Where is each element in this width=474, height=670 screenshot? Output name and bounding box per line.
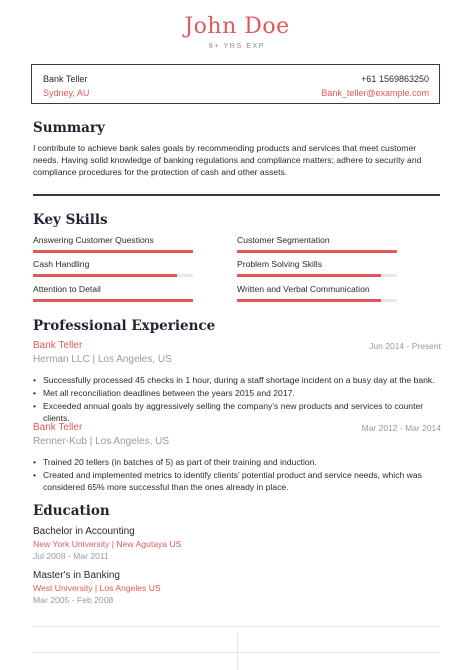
skill-bar-fill [237,299,381,302]
job-bullets [33,456,445,494]
job-dates: Jun 2014 - Present [369,341,441,351]
job-bullet: • Exceeded annual goals by aggressively selling the company’s new products and services to counter clients. [33,401,424,423]
skill-item [33,284,193,302]
skill-label: Problem Solving Skills [237,259,323,269]
skill-label: Customer Segmentation [237,235,330,245]
skill-item [33,235,193,253]
edu-degree: Master's in Banking [33,570,120,581]
skill-bar [237,299,397,302]
skill-item [237,235,397,253]
summary-divider [33,194,440,196]
contact-email[interactable]: Bank_teller@example.com [321,88,429,98]
edu-dates: Mar 2005 - Feb 2008 [33,595,114,605]
edu-degree: Bachelor in Accounting [33,526,135,537]
skill-bar [33,250,193,253]
skill-bar-fill [237,250,397,253]
contact-phone[interactable]: +61 1569863250 [361,74,429,84]
skill-bar-fill [237,274,381,277]
job-bullets [33,374,445,425]
skill-label: Cash Handling [33,259,90,269]
skill-bar [33,274,193,277]
job-title: Bank Teller [33,422,83,433]
summary-text: I contribute to achieve bank sales goals by recommending products and services that meet customer needs. Having solid knowledge of banking regulations and compliance matters; adhere to security and compliance procedures for the protection of cash and other assets. [33,143,422,177]
skill-item [237,259,397,277]
skill-item [33,259,193,277]
job-company: Herman LLC | Los Angeles, US [33,354,172,365]
page-divider [33,652,440,653]
skill-bar-fill [33,299,193,302]
edu-school: West University | Los Angeles US [33,583,161,593]
skill-label: Answering Customer Questions [33,235,154,245]
contact-job-title: Bank Teller [43,74,88,84]
education-heading: Education [33,503,110,519]
job-bullet: • Trained 20 tellers (in batches of 5) as part of their training and induction. [33,457,317,467]
skill-bar [237,274,397,277]
job-bullet: • Successfully processed 45 checks in 1 hour, during a staff shortage incident on a busy day at the bank. [33,375,435,385]
skills-heading: Key Skills [33,212,108,228]
skill-bar-fill [33,274,177,277]
job-company: Renner-Kub | Los Angeles, US [33,436,170,447]
job-bullet: • Met all reconciliation deadlines between the years 2015 and 2017. [33,388,295,398]
skill-bar-fill [33,250,193,253]
page-divider [33,626,440,627]
skill-bar [237,250,397,253]
skill-label: Written and Verbal Communication [237,284,370,294]
experience-heading: Professional Experience [33,318,216,334]
candidate-name: John Doe [184,14,290,39]
skill-label: Attention to Detail [33,284,101,294]
job-title: Bank Teller [33,340,83,351]
edu-dates: Jul 2008 - Mar 2011 [33,551,109,561]
skill-bar [33,299,193,302]
contact-location: Sydney, AU [43,88,90,98]
skill-item [237,284,397,302]
job-dates: Mar 2012 - Mar 2014 [361,423,441,433]
job-bullet: • Created and implemented metrics to identify clients’ potential product and service needs, which was considered 65% more successful than the ones already in place. [33,470,422,492]
experience-years: 8+ YRS EXP [208,43,266,50]
edu-school: New York University | New Agutaya US [33,539,182,549]
summary-heading: Summary [33,120,105,136]
contact-box [31,64,440,104]
